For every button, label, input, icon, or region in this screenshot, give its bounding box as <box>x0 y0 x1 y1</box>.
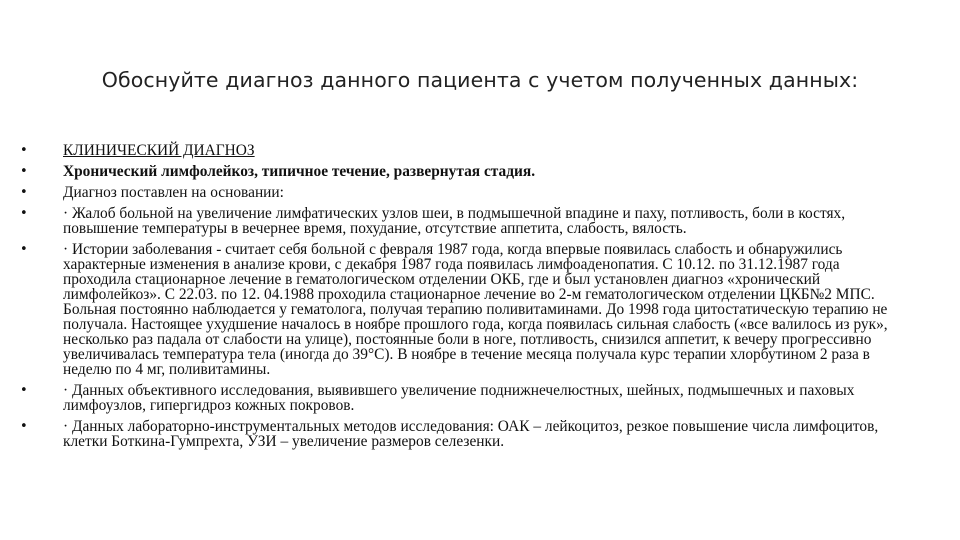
list-item <box>20 383 910 413</box>
list-item <box>20 242 910 377</box>
bullet-icon: • <box>20 206 28 221</box>
bullet-list <box>20 143 910 455</box>
exam-text: · Данных объективного исследования, выявившего увеличение поднижнечелюстных, шейных, подмышечных и паховых лимфоузлов, гипергидроз кожных покровов. <box>63 382 855 414</box>
diagnosis-heading: КЛИНИЧЕСКИЙ ДИАГНОЗ <box>63 142 255 159</box>
diagnosis-text: Хронический лимфолейкоз, типичное течение, развернутая стадия. <box>63 163 536 180</box>
bullet-icon: • <box>20 383 28 398</box>
list-item <box>20 419 910 449</box>
lab-text: · Данных лабораторно-инструментальных методов исследования: ОАК – лейкоцитоз, резкое повышение числа лимфоцитов, клетки Боткина-Гумпрехта, УЗИ – увеличение размеров селезенки. <box>63 418 879 450</box>
bullet-icon: • <box>20 185 28 200</box>
bullet-icon: • <box>20 242 28 257</box>
bullet-icon: • <box>20 143 28 158</box>
list-item <box>20 143 910 158</box>
list-item <box>20 206 910 236</box>
basis-intro: Диагноз поставлен на основании: <box>63 184 284 201</box>
history-text: · Истории заболевания - считает себя больной с февраля 1987 года, когда впервые появилась слабость и обнаружились характерные изменения в анализе крови, с декабря 1987 года появилась лимфоаденопатия. С 10.12. по 31.12.1987 года проходила стационарное лечение в гематологическом отделении ОКБ, где и был установлен диагноз «хронический лимфолейкоз». С 22.03. по 12. 04.1988 проходила стационарное лечение во 2-м гематологическом отделении ЦКБ№2 МПС. Больная постоянно наблюдается у гематолога, получая терапию поливитаминами. До 1998 года цитостатическую терапию не получала. Настоящее ухудшение началось в ноябре прошлого года, когда появилась сильная слабость («все валилось из рук», несколько раз падала от слабости на улице), постоянные боли в ноге, потливость, снизился аппетит, к вечеру прогрессивно увеличивалась температура тела (иногда до 39°С). В ноябре в течение месяца получала курс терапии хлорбутином 2 раза в неделю по 4 мг, поливитамины. <box>63 241 888 378</box>
bullet-icon: • <box>20 419 28 434</box>
list-item <box>20 164 910 179</box>
slide-title: Обоснуйте диагноз данного пациента с учетом полученных данных: <box>101 68 859 92</box>
complaints-text: · Жалоб больной на увеличение лимфатических узлов шеи, в подмышечной впадине и паху, потливость, боли в костях, повышение температуры в вечернее время, похудание, отсутствие аппетита, слабость, вялость. <box>63 205 846 237</box>
bullet-icon: • <box>20 164 28 179</box>
list-item <box>20 185 910 200</box>
